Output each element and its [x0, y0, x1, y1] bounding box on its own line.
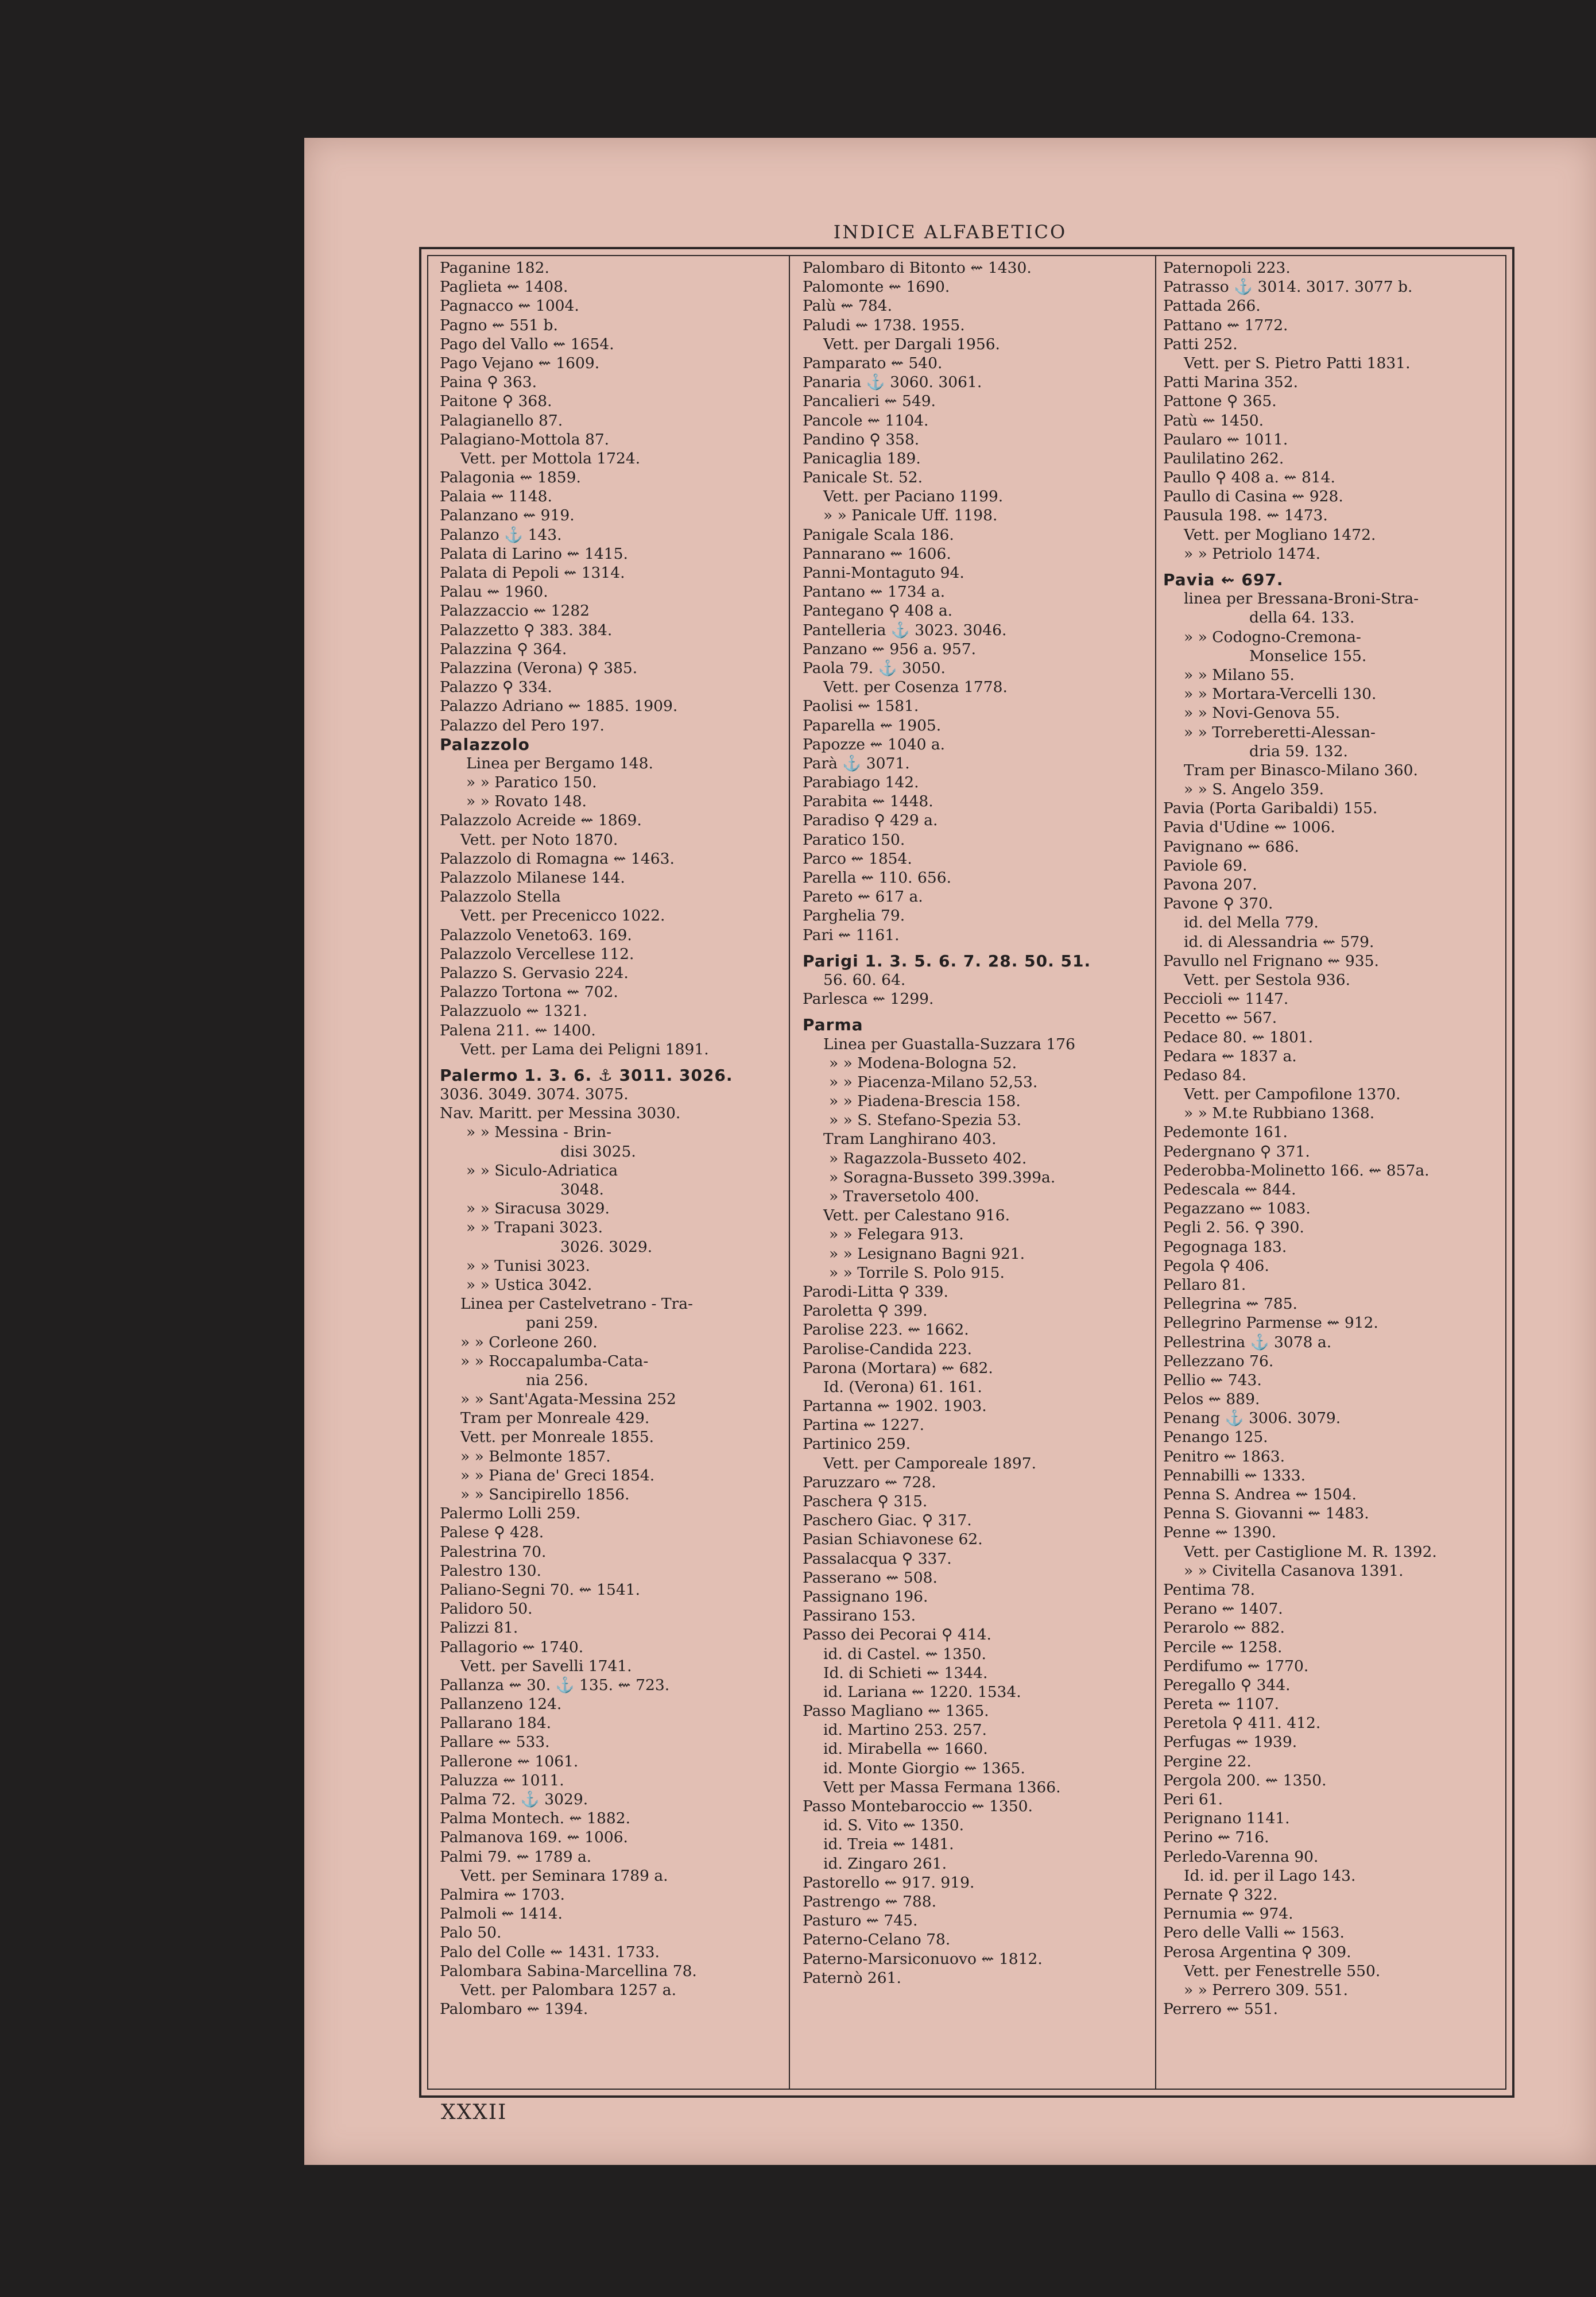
index-entry: Passerano ⇜ 508.: [803, 1568, 938, 1587]
index-entry: Paludi ⇜ 1738. 1955.: [803, 316, 965, 334]
index-entry: » » Panicale Uff. 1198.: [823, 506, 998, 525]
index-entry: Paina ⚲ 363.: [440, 373, 537, 392]
index-entry: » » Siculo-Adriatica: [466, 1161, 618, 1180]
index-entry: Palanzano ⇜ 919.: [440, 506, 575, 525]
index-entry: Pattone ⚲ 365.: [1163, 392, 1277, 411]
index-entry: » » Sant'Agata-Messina 252: [460, 1390, 676, 1409]
index-entry: » Soragna-Busseto 399.399a.: [829, 1168, 1056, 1186]
index-entry: » » Sancipirello 1856.: [460, 1486, 630, 1503]
index-entry: Penang ⚓ 3006. 3079.: [1163, 1409, 1341, 1428]
index-entry: Vett per Massa Fermana 1366.: [823, 1778, 1061, 1796]
index-entry: Pederobba-Molinetto 166. ⇜ 857a.: [1163, 1161, 1430, 1180]
index-entry: Parghelia 79.: [803, 907, 905, 925]
index-entry: 3026. 3029.: [560, 1238, 653, 1256]
index-entry: Palo 50.: [440, 1924, 502, 1942]
column-divider: [1155, 255, 1156, 2090]
index-entry: Palidoro 50.: [440, 1600, 533, 1618]
index-entry: dria 59. 132.: [1249, 742, 1348, 760]
index-entry: Vett. per Savelli 1741.: [460, 1657, 632, 1675]
index-entry: Pantelleria ⚓ 3023. 3046.: [803, 621, 1007, 639]
index-entry: Palma 72. ⚓ 3029.: [440, 1791, 588, 1808]
index-entry: Parolise-Candida 223.: [803, 1340, 973, 1358]
index-entry: Palma Montech. ⇜ 1882.: [440, 1809, 631, 1828]
page-sheet: [304, 138, 1596, 2165]
index-entry: Parà ⚓ 3071.: [803, 754, 910, 772]
index-entry: Palù ⇜ 784.: [803, 297, 893, 315]
index-heading: Palermo 1. 3. 6. ⚓ 3011. 3026.: [440, 1065, 733, 1085]
index-entry: Pasian Schiavonese 62.: [803, 1530, 983, 1549]
index-entry: » » Milano 55.: [1184, 666, 1295, 684]
index-entry: Perdifumo ⇜ 1770.: [1163, 1657, 1309, 1675]
page-number: XXXII: [441, 2101, 508, 2124]
index-entry: Vett. per Mogliano 1472.: [1184, 525, 1376, 544]
index-entry: Pellegrino Parmense ⇜ 912.: [1163, 1314, 1378, 1332]
index-entry: della 64. 133.: [1249, 609, 1355, 627]
index-entry: Vett. per Fenestrelle 550.: [1184, 1962, 1381, 1980]
index-entry: Pavona 207.: [1163, 876, 1257, 894]
index-entry: Parabita ⇜ 1448.: [803, 792, 933, 811]
index-entry: Palazzetto ⚲ 383. 384.: [440, 621, 613, 639]
index-entry: Palo del Colle ⇜ 1431. 1733.: [440, 1943, 660, 1961]
index-entry: Paradiso ⚲ 429 a.: [803, 811, 938, 830]
index-entry: Parolise 223. ⇜ 1662.: [803, 1321, 969, 1339]
index-entry: Passo Magliano ⇜ 1365.: [803, 1702, 989, 1720]
index-entry: Paratico 150.: [803, 830, 905, 849]
index-entry: Pallanza ⇜ 30. ⚓ 135. ⇜ 723.: [440, 1676, 670, 1694]
index-entry: Palagiano-Mottola 87.: [440, 430, 610, 448]
index-entry: Papozze ⇜ 1040 a.: [803, 735, 946, 753]
index-entry: Palazzolo Stella: [440, 888, 561, 906]
index-entry: Paularo ⇜ 1011.: [1163, 430, 1288, 448]
index-entry: Palazzolo Acreide ⇜ 1869.: [440, 811, 642, 830]
index-entry: Perfugas ⇜ 1939.: [1163, 1733, 1297, 1751]
index-entry: » » M.te Rubbiano 1368.: [1184, 1104, 1375, 1123]
index-entry: Perano ⇜ 1407.: [1163, 1600, 1283, 1618]
index-entry: Palagonia ⇜ 1859.: [440, 469, 581, 487]
index-entry: Palizzi 81.: [440, 1619, 518, 1637]
index-entry: id. Lariana ⇜ 1220. 1534.: [823, 1683, 1021, 1701]
index-heading: Parigi 1. 3. 5. 6. 7. 28. 50. 51.: [803, 951, 1091, 970]
entry-gap: [1163, 563, 1500, 570]
index-entry: Pagno ⇜ 551 b.: [440, 316, 558, 334]
index-entry: Partina ⇜ 1227.: [803, 1416, 925, 1434]
index-entry: disi 3025.: [560, 1142, 636, 1161]
index-entry: Penango 125.: [1163, 1428, 1268, 1447]
index-entry: Paulilatino 262.: [1163, 449, 1284, 467]
index-entry: Palazzina (Verona) ⚲ 385.: [440, 659, 638, 677]
index-entry: Palagianello 87.: [440, 411, 563, 430]
index-entry: Panni-Montaguto 94.: [803, 564, 964, 582]
index-entry: Pamparato ⇜ 540.: [803, 354, 943, 372]
index-entry: » Traversetolo 400.: [829, 1188, 979, 1205]
index-entry: Pedergnano ⚲ 371.: [1163, 1142, 1310, 1161]
index-entry: » » Trapani 3023.: [466, 1219, 603, 1237]
index-entry: Paitone ⚲ 368.: [440, 392, 552, 411]
index-entry: » » Lesignano Bagni 921.: [829, 1244, 1025, 1263]
index-entry: Vett. per Camporeale 1897.: [823, 1454, 1036, 1472]
index-entry: Paparella ⇜ 1905.: [803, 716, 942, 734]
index-entry: » » Torreberetti-Alessan-: [1184, 723, 1376, 741]
index-heading: Palazzolo: [440, 734, 530, 754]
index-entry: Pentima 78.: [1163, 1580, 1256, 1599]
index-entry: Paganine 182.: [440, 259, 549, 277]
index-entry: Palazzo Adriano ⇜ 1885. 1909.: [440, 697, 678, 716]
index-entry: Pallarano 184.: [440, 1714, 552, 1733]
index-entry: Pago del Vallo ⇜ 1654.: [440, 335, 614, 353]
index-entry: Palombaro di Bitonto ⇜ 1430.: [803, 259, 1032, 277]
index-entry: Paroletta ⚲ 399.: [803, 1302, 928, 1320]
index-entry: Paviole 69.: [1163, 856, 1248, 875]
index-entry: Parodi-Litta ⚲ 339.: [803, 1282, 948, 1301]
index-entry: Pellezzano 76.: [1163, 1352, 1274, 1370]
index-entry: Pegognaga 183.: [1163, 1238, 1287, 1256]
index-entry: Patù ⇜ 1450.: [1163, 411, 1264, 430]
index-entry: Pegola ⚲ 406.: [1163, 1256, 1269, 1275]
index-entry: Paruzzaro ⇜ 728.: [803, 1473, 936, 1491]
index-entry: Palestro 130.: [440, 1561, 541, 1580]
index-entry: Id. (Verona) 61. 161.: [823, 1378, 982, 1396]
index-entry: Palaia ⇜ 1148.: [440, 488, 552, 506]
index-entry: Palmanova 169. ⇜ 1006.: [440, 1828, 628, 1847]
index-entry: Pasturo ⇜ 745.: [803, 1912, 918, 1930]
index-entry: Perledo-Varenna 90.: [1163, 1847, 1319, 1866]
index-entry: Vett. per Precenicco 1022.: [460, 907, 665, 925]
index-entry: nia 256.: [526, 1371, 588, 1389]
index-entry: Palestrina 70.: [440, 1542, 547, 1561]
index-entry: » » Corleone 260.: [460, 1333, 598, 1351]
index-entry: » » Paratico 150.: [466, 774, 597, 792]
index-entry: » » S. Angelo 359.: [1184, 780, 1324, 799]
index-entry: id. Monte Giorgio ⇜ 1365.: [823, 1759, 1025, 1777]
index-entry: Paternò 261.: [803, 1969, 901, 1987]
index-column-1: [440, 258, 781, 2086]
index-entry: » » Mortara-Vercelli 130.: [1184, 685, 1377, 703]
index-entry: Vett. per Cosenza 1778.: [823, 678, 1008, 697]
index-entry: Pero delle Valli ⇜ 1563.: [1163, 1924, 1345, 1942]
index-entry: Pedara ⇜ 1837 a.: [1163, 1047, 1297, 1065]
index-entry: Palombaro ⇜ 1394.: [440, 2000, 588, 2018]
index-entry: Palazzolo di Romagna ⇜ 1463.: [440, 849, 675, 868]
index-entry: Vett. per Calestano 916.: [823, 1206, 1010, 1225]
index-entry: Pergine 22.: [1163, 1752, 1252, 1770]
index-entry: Vett. per S. Pietro Patti 1831.: [1184, 354, 1411, 372]
index-entry: » » Piana de' Greci 1854.: [460, 1466, 655, 1484]
index-entry: Pastrengo ⇜ 788.: [803, 1892, 937, 1911]
index-entry: Passignano 196.: [803, 1587, 928, 1606]
index-entry: Vett. per Mottola 1724.: [460, 449, 641, 467]
index-frame: [419, 247, 1514, 2098]
index-entry: Pareto ⇜ 617 a.: [803, 888, 923, 906]
index-entry: Parona (Mortara) ⇜ 682.: [803, 1359, 993, 1377]
index-entry: Paschera ⚲ 315.: [803, 1492, 928, 1510]
index-entry: Pavignano ⇜ 686.: [1163, 837, 1299, 856]
index-entry: Linea per Guastalla-Suzzara 176: [823, 1035, 1075, 1053]
index-entry: » » Felegara 913.: [829, 1225, 964, 1244]
index-entry: Penna S. Andrea ⇜ 1504.: [1163, 1486, 1357, 1503]
index-entry: » » Roccapalumba-Cata-: [460, 1352, 649, 1370]
index-heading: Pavia ⇜ 697.: [1163, 570, 1284, 589]
index-entry: Pannarano ⇜ 1606.: [803, 544, 951, 563]
index-entry: Passalacqua ⚲ 337.: [803, 1549, 952, 1568]
index-entry: Paullo ⚲ 408 a. ⇜ 814.: [1163, 469, 1335, 487]
index-entry: Patti Marina 352.: [1163, 373, 1299, 392]
index-entry: Pegli 2. 56. ⚲ 390.: [1163, 1219, 1304, 1237]
index-entry: id. Martino 253. 257.: [823, 1721, 987, 1739]
index-entry: Monselice 155.: [1249, 647, 1367, 665]
index-entry: Peretola ⚲ 411. 412.: [1163, 1714, 1321, 1733]
index-entry: Vett. per Seminara 1789 a.: [460, 1866, 668, 1885]
index-entry: » » Belmonte 1857.: [460, 1447, 611, 1465]
index-entry: Pennabilli ⇜ 1333.: [1163, 1466, 1306, 1484]
index-entry: Pelos ⇜ 889.: [1163, 1390, 1260, 1409]
index-entry: Passirano 153.: [803, 1607, 916, 1625]
index-entry: Palata di Pepoli ⇜ 1314.: [440, 564, 625, 582]
page-title: INDICE ALFABETICO: [833, 221, 1067, 243]
index-entry: Parco ⇜ 1854.: [803, 849, 912, 868]
index-entry: id. di Alessandria ⇜ 579.: [1184, 933, 1374, 951]
index-entry: Linea per Castelvetrano - Tra-: [460, 1295, 693, 1313]
index-entry: Pavullo nel Frignano ⇜ 935.: [1163, 952, 1379, 970]
index-entry: Pantano ⇜ 1734 a.: [803, 583, 946, 601]
index-entry: Pedaso 84.: [1163, 1066, 1247, 1084]
entry-gap: [440, 1059, 781, 1066]
index-entry: Pattada 266.: [1163, 297, 1261, 315]
index-entry: Pallanzeno 124.: [440, 1695, 562, 1714]
index-entry: Nav. Maritt. per Messina 3030.: [440, 1104, 681, 1123]
index-entry: Panaria ⚓ 3060. 3061.: [803, 373, 982, 392]
index-entry: Passo Montebaroccio ⇜ 1350.: [803, 1797, 1033, 1815]
index-entry: Partanna ⇜ 1902. 1903.: [803, 1397, 987, 1416]
index-entry: id. Zingaro 261.: [823, 1854, 947, 1873]
index-entry: Passo dei Pecorai ⚲ 414.: [803, 1626, 991, 1644]
index-entry: Penne ⇜ 1390.: [1163, 1523, 1277, 1542]
index-entry: Parlesca ⇜ 1299.: [803, 990, 934, 1008]
index-entry: Linea per Bergamo 148.: [466, 754, 653, 772]
index-entry: » » Tunisi 3023.: [466, 1256, 590, 1275]
index-entry: linea per Bressana-Broni-Stra-: [1184, 590, 1419, 608]
index-entry: » » Petriolo 1474.: [1184, 544, 1321, 563]
index-entry: Panigale Scala 186.: [803, 525, 954, 544]
index-entry: Parabiago 142.: [803, 774, 919, 792]
index-entry: Pedace 80. ⇜ 1801.: [1163, 1028, 1314, 1046]
index-entry: Patrasso ⚓ 3014. 3017. 3077 b.: [1163, 278, 1413, 296]
index-entry: » » Codogno-Cremona-: [1184, 628, 1361, 646]
index-entry: » » Torrile S. Polo 915.: [829, 1263, 1005, 1282]
index-entry: » » Siracusa 3029.: [466, 1200, 610, 1218]
index-entry: » » Modena-Bologna 52.: [829, 1054, 1017, 1072]
index-entry: Pastorello ⇜ 917. 919.: [803, 1873, 975, 1892]
index-entry: Paullo di Casina ⇜ 928.: [1163, 488, 1343, 506]
index-entry: Pattano ⇜ 1772.: [1163, 316, 1288, 334]
index-entry: Pernate ⚲ 322.: [1163, 1885, 1278, 1904]
index-entry: Paterno-Celano 78.: [803, 1931, 951, 1949]
index-entry: id. Mirabella ⇜ 1660.: [823, 1740, 988, 1758]
index-entry: Paluzza ⇜ 1011.: [440, 1771, 564, 1789]
index-entry: 3036. 3049. 3074. 3075.: [440, 1085, 629, 1104]
index-entry: Perosa Argentina ⚲ 309.: [1163, 1943, 1351, 1961]
index-entry: Vett. per Monreale 1855.: [460, 1428, 654, 1447]
index-column-3: [1163, 258, 1500, 2086]
index-entry: » » Piacenza-Milano 52,53.: [829, 1073, 1038, 1091]
index-entry: Palazzo Tortona ⇜ 702.: [440, 983, 618, 1001]
index-entry: Vett. per Sestola 936.: [1184, 970, 1351, 989]
index-entry: » » S. Stefano-Spezia 53.: [829, 1111, 1022, 1130]
index-entry: Pausula 198. ⇜ 1473.: [1163, 506, 1328, 525]
index-entry: Panzano ⇜ 956 a. 957.: [803, 640, 976, 658]
index-entry: Peccioli ⇜ 1147.: [1163, 990, 1289, 1008]
index-entry: Vett. per Castiglione M. R. 1392.: [1184, 1542, 1437, 1561]
index-entry: Palazzo ⚲ 334.: [440, 678, 552, 697]
index-entry: Panicaglia 189.: [803, 449, 921, 467]
index-entry: Pavia (Porta Garibaldi) 155.: [1163, 799, 1378, 818]
index-entry: Palombara Sabina-Marcellina 78.: [440, 1962, 697, 1980]
index-entry: Pavone ⚲ 370.: [1163, 895, 1273, 913]
entry-gap: [803, 945, 1150, 952]
index-entry: Perrero ⇜ 551.: [1163, 2000, 1279, 2018]
index-entry: 56. 60. 64.: [823, 970, 906, 989]
index-entry: Pecetto ⇜ 567.: [1163, 1009, 1277, 1027]
index-entry: Palazzolo Veneto63. 169.: [440, 926, 632, 944]
index-entry: Palomonte ⇜ 1690.: [803, 278, 950, 296]
index-entry: Tram Langhirano 403.: [823, 1130, 997, 1148]
index-entry: Palazzuolo ⇜ 1321.: [440, 1002, 588, 1020]
index-entry: Pancole ⇜ 1104.: [803, 411, 929, 430]
index-entry: Peregallo ⚲ 344.: [1163, 1676, 1291, 1694]
index-entry: Palena 211. ⇜ 1400.: [440, 1021, 596, 1039]
index-entry: Perignano 1141.: [1163, 1809, 1290, 1828]
index-entry: Patti 252.: [1163, 335, 1238, 353]
index-entry: Paolisi ⇜ 1581.: [803, 697, 919, 716]
index-entry: Vett. per Dargali 1956.: [823, 335, 1000, 353]
index-entry: Pallagorio ⇜ 1740.: [440, 1638, 584, 1656]
index-entry: Paschero Giac. ⚲ 317.: [803, 1511, 972, 1530]
index-entry: Paola 79. ⚓ 3050.: [803, 659, 946, 677]
index-entry: Pellegrina ⇜ 785.: [1163, 1295, 1297, 1313]
index-entry: Panicale St. 52.: [803, 469, 923, 487]
index-entry: Paterno-Marsiconuovo ⇜ 1812.: [803, 1950, 1043, 1968]
index-entry: Vett. per Paciano 1199.: [823, 488, 1004, 506]
index-entry: Id. id. per il Lago 143.: [1184, 1866, 1356, 1885]
index-entry: » » Perrero 309. 551.: [1184, 1981, 1349, 1999]
index-entry: Palmi 79. ⇜ 1789 a.: [440, 1847, 592, 1866]
index-column-2: [803, 258, 1150, 2086]
index-entry: Pallerone ⇜ 1061.: [440, 1752, 579, 1770]
index-entry: Pancalieri ⇜ 549.: [803, 392, 936, 411]
index-entry: Pegazzano ⇜ 1083.: [1163, 1200, 1311, 1218]
index-entry: Pellaro 81.: [1163, 1275, 1246, 1294]
index-entry: id. Treia ⇜ 1481.: [823, 1835, 954, 1854]
index-entry: Parella ⇜ 110. 656.: [803, 869, 952, 887]
index-entry: Pago Vejano ⇜ 1609.: [440, 354, 600, 372]
index-entry: Palmoli ⇜ 1414.: [440, 1905, 563, 1923]
index-entry: Pallare ⇜ 533.: [440, 1733, 550, 1751]
index-entry: Palazzo del Pero 197.: [440, 716, 605, 734]
index-entry: Palazzolo Vercellese 112.: [440, 945, 634, 963]
index-entry: Percile ⇜ 1258.: [1163, 1638, 1283, 1656]
index-entry: Tram per Binasco-Milano 360.: [1184, 761, 1418, 779]
index-entry: Vett. per Palombara 1257 a.: [460, 1981, 677, 1999]
index-entry: Vett. per Campofilone 1370.: [1184, 1085, 1401, 1104]
index-entry: Paliano-Segni 70. ⇜ 1541.: [440, 1580, 640, 1599]
index-entry: Pergola 200. ⇜ 1350.: [1163, 1771, 1327, 1789]
index-entry: Paglieta ⇜ 1408.: [440, 278, 568, 296]
index-entry: Pandino ⚲ 358.: [803, 430, 920, 448]
index-entry: Vett. per Noto 1870.: [460, 830, 618, 849]
index-entry: Partinico 259.: [803, 1435, 911, 1453]
index-entry: Palazzolo Milanese 144.: [440, 869, 625, 887]
index-entry: Peri 61.: [1163, 1791, 1223, 1808]
index-entry: Palmira ⇜ 1703.: [440, 1885, 565, 1904]
index-entry: Perarolo ⇜ 882.: [1163, 1619, 1285, 1637]
index-entry: 3048.: [560, 1181, 604, 1198]
index-entry: id. del Mella 779.: [1184, 914, 1319, 932]
index-heading: Parma: [803, 1015, 863, 1035]
index-entry: Pavia d'Udine ⇜ 1006.: [1163, 818, 1335, 837]
index-entry: » » Novi-Genova 55.: [1184, 704, 1341, 722]
index-entry: Tram per Monreale 429.: [460, 1409, 650, 1428]
index-entry: pani 259.: [526, 1314, 598, 1332]
index-entry: Paternopoli 223.: [1163, 259, 1291, 277]
index-entry: Palau ⇜ 1960.: [440, 583, 548, 601]
index-entry: Pagnacco ⇜ 1004.: [440, 297, 579, 315]
index-entry: Palese ⚲ 428.: [440, 1523, 544, 1542]
index-entry: Pellio ⇜ 743.: [1163, 1371, 1262, 1389]
index-entry: » » Ustica 3042.: [466, 1275, 592, 1294]
index-entry: Palata di Larino ⇜ 1415.: [440, 544, 628, 563]
index-entry: Palazzaccio ⇜ 1282: [440, 602, 590, 620]
index-entry: Penitro ⇜ 1863.: [1163, 1447, 1285, 1465]
index-entry: » » Messina - Brin-: [466, 1123, 612, 1142]
index-entry: » » Piadena-Brescia 158.: [829, 1092, 1021, 1111]
index-entry: Vett. per Lama dei Peligni 1891.: [460, 1040, 709, 1058]
index-entry: » » Rovato 148.: [466, 792, 587, 811]
index-entry: Palermo Lolli 259.: [440, 1505, 581, 1523]
entry-gap: [803, 1008, 1150, 1015]
index-entry: Palazzo S. Gervasio 224.: [440, 964, 629, 982]
index-entry: Palazzina ⚲ 364.: [440, 640, 567, 658]
index-entry: Pellestrina ⚓ 3078 a.: [1163, 1333, 1332, 1351]
index-entry: Pernumia ⇜ 974.: [1163, 1905, 1293, 1923]
index-entry: id. di Castel. ⇜ 1350.: [823, 1645, 986, 1663]
column-divider: [789, 255, 790, 2090]
index-entry: » Ragazzola-Busseto 402.: [829, 1149, 1027, 1167]
index-entry: Pedemonte 161.: [1163, 1123, 1288, 1142]
index-entry: Id. di Schieti ⇜ 1344.: [823, 1664, 988, 1682]
index-entry: Perino ⇜ 716.: [1163, 1828, 1269, 1847]
index-entry: Pedescala ⇜ 844.: [1163, 1181, 1296, 1198]
index-entry: » » Civitella Casanova 1391.: [1184, 1561, 1404, 1580]
index-entry: Pantegano ⚲ 408 a.: [803, 602, 953, 620]
index-entry: Pari ⇜ 1161.: [803, 926, 900, 944]
index-entry: Penna S. Giovanni ⇜ 1483.: [1163, 1505, 1369, 1523]
index-entry: Palanzo ⚓ 143.: [440, 525, 562, 544]
index-entry: Pereta ⇜ 1107.: [1163, 1695, 1280, 1714]
index-entry: id. S. Vito ⇜ 1350.: [823, 1816, 964, 1835]
